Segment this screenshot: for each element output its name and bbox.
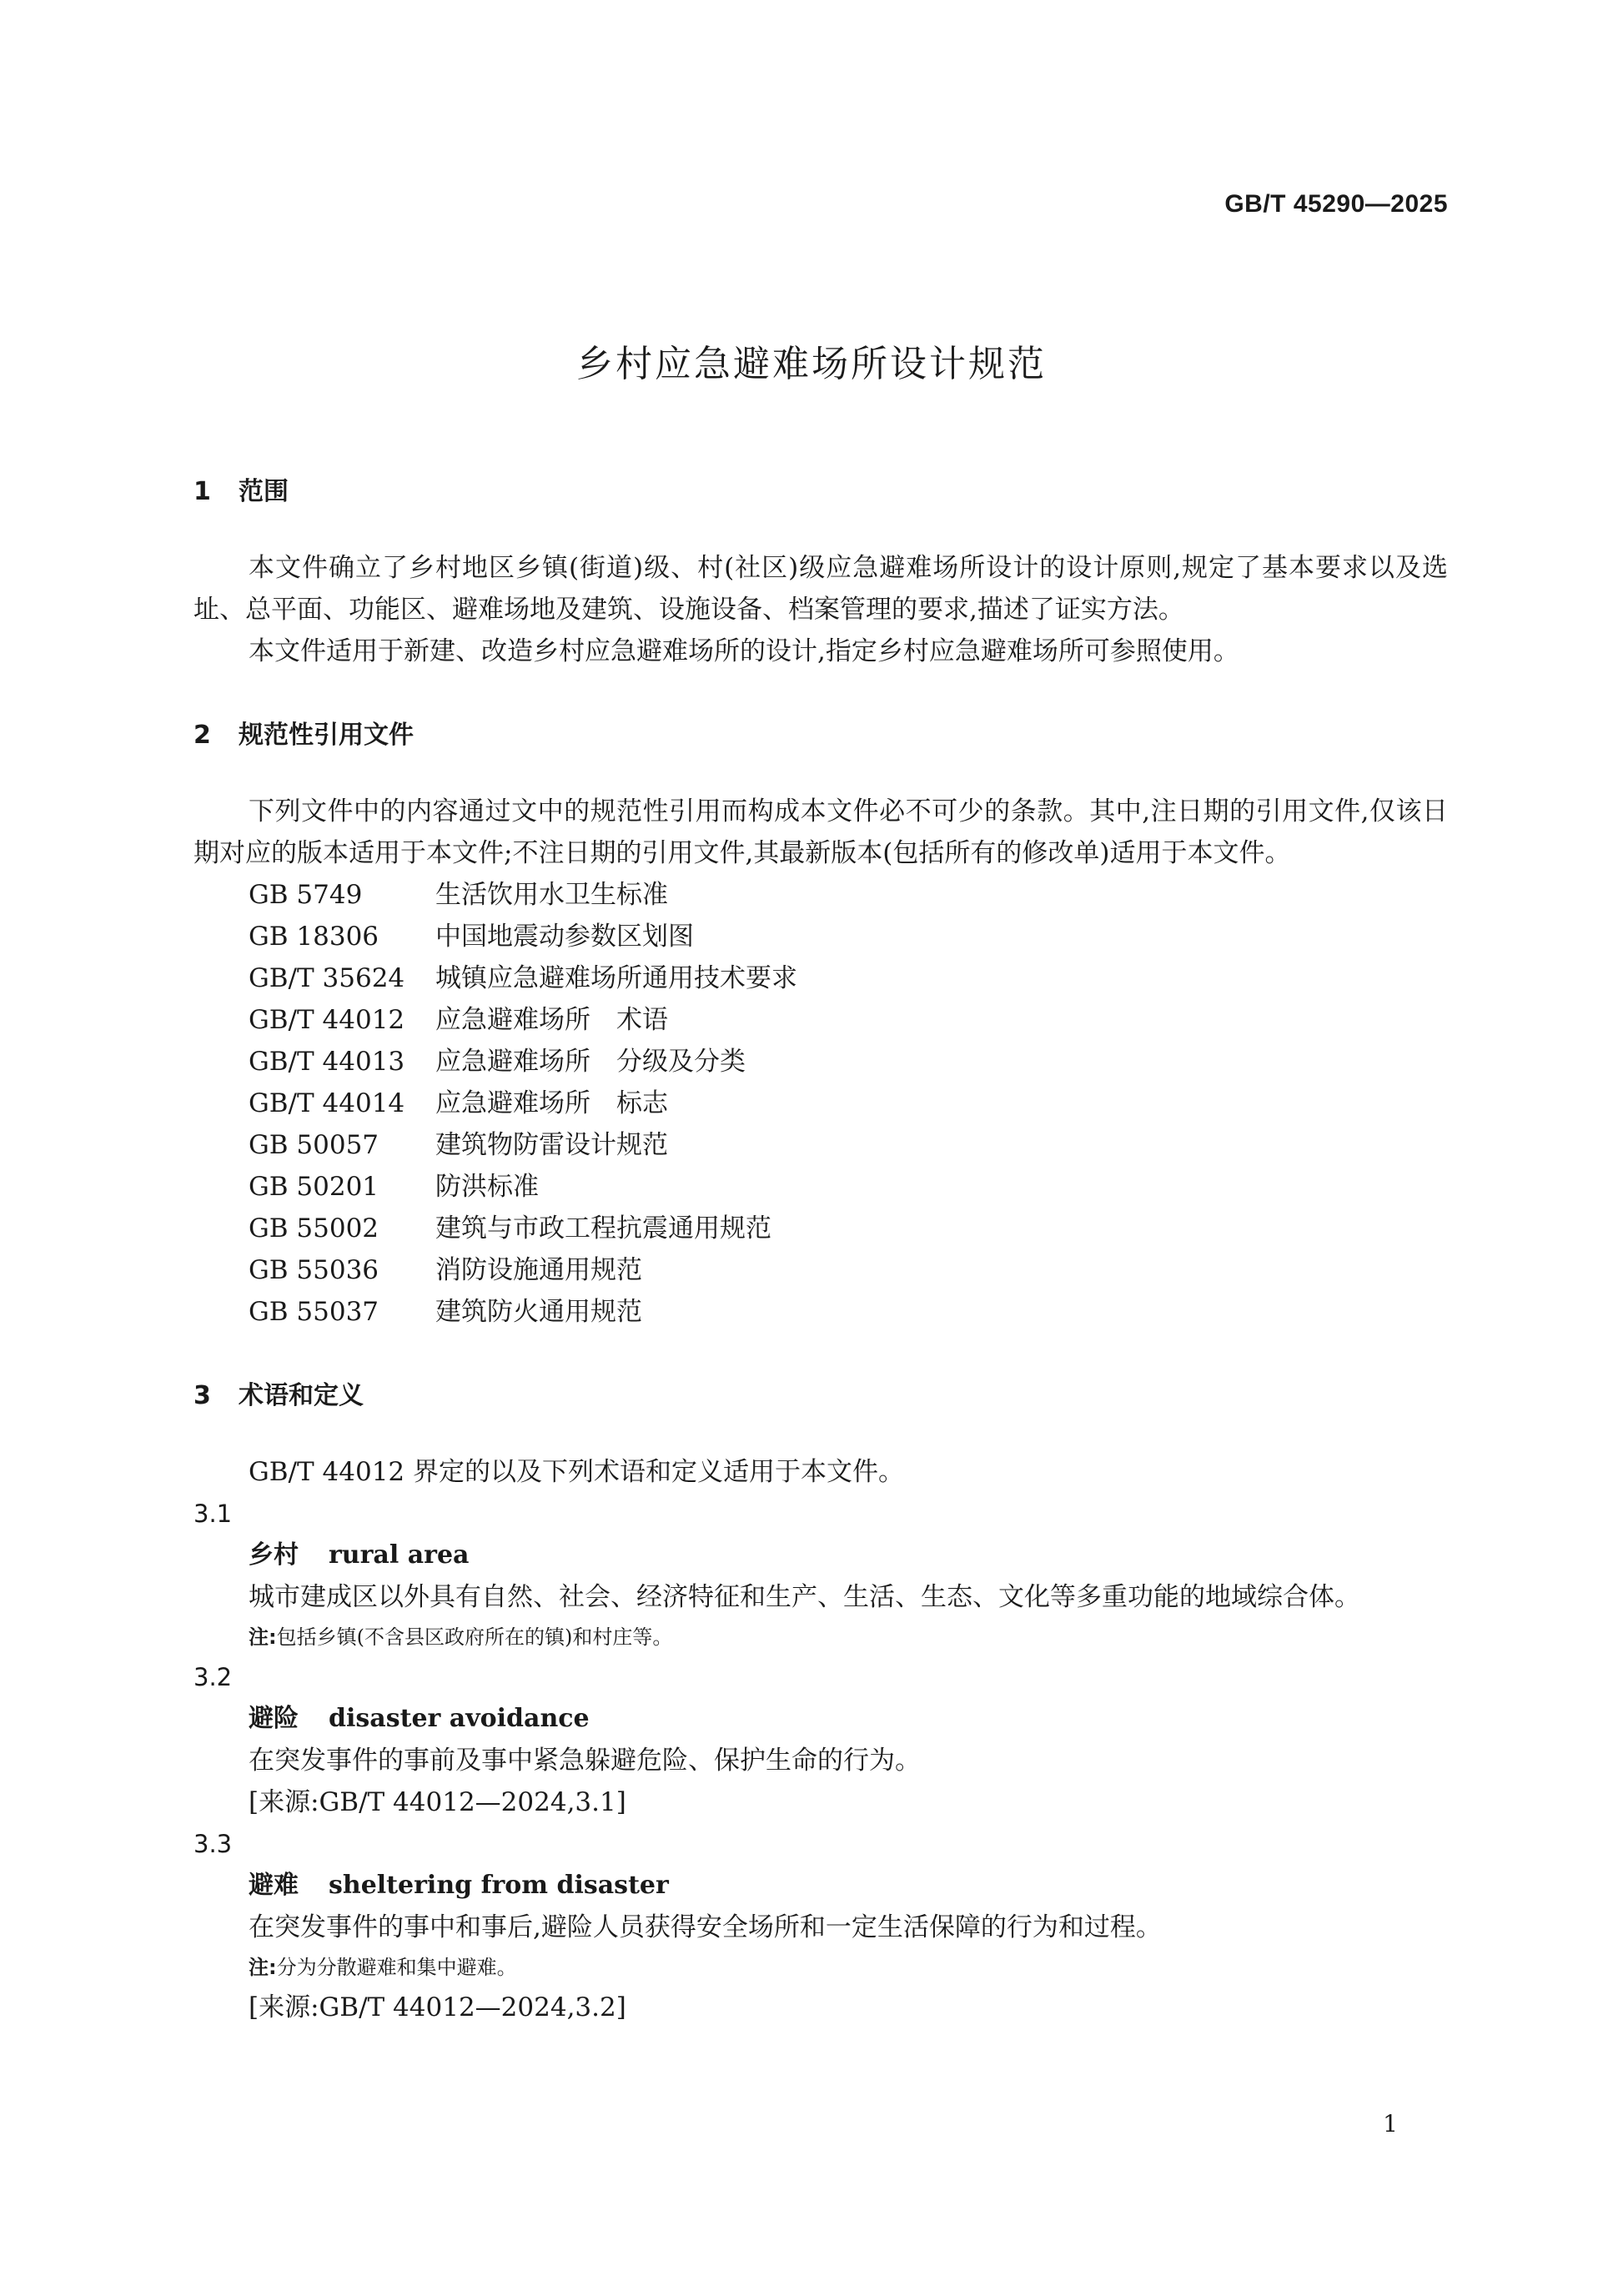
term-zh: 避难 <box>249 1871 299 1900</box>
reference-code: GB 55037 <box>249 1297 379 1327</box>
reference-name: 应急避难场所 术语 <box>435 1005 668 1035</box>
term-entry <box>193 1865 1448 1907</box>
paragraph: 本文件确立了乡村地区乡镇(街道)级、村(社区)级应急避难场所设计的设计原则,规定了基本要求以及选址、总平面、功能区、避难场地及建筑、设施设备、档案管理的要求,描述了证实方法。 <box>193 553 1448 625</box>
note-label: 注: <box>249 1956 277 1979</box>
reference-code: GB/T 44013 <box>249 1047 405 1077</box>
clause-number: 3.2 <box>193 1663 233 1691</box>
clause-number: 3.3 <box>193 1830 233 1858</box>
note-label: 注: <box>249 1625 277 1649</box>
reference-item <box>193 999 1448 1041</box>
reference-item <box>193 1291 1448 1333</box>
section-title: 范围 <box>239 477 289 506</box>
term-definition: 城市建成区以外具有自然、社会、经济特征和生产、生活、生态、文化等多重功能的地域综合体。 <box>249 1582 1360 1612</box>
reference-name: 生活饮用水卫生标准 <box>435 880 668 910</box>
reference-code: GB 55002 <box>249 1213 379 1243</box>
reference-code: GB/T 44014 <box>249 1088 405 1118</box>
reference-name: 防洪标准 <box>435 1172 539 1202</box>
reference-name: 消防设施通用规范 <box>435 1255 642 1285</box>
section-heading-scope <box>193 475 1448 509</box>
section-heading-terms <box>193 1379 1448 1413</box>
reference-code: GB 18306 <box>249 922 379 952</box>
paragraph: 本文件适用于新建、改造乡村应急避难场所的设计,指定乡村应急避难场所可参照使用。 <box>249 636 1239 666</box>
term-en: disaster avoidance <box>329 1704 590 1733</box>
note-text: 包括乡镇(不含县区政府所在的镇)和村庄等。 <box>276 1625 673 1649</box>
reference-name: 应急避难场所 标志 <box>435 1088 668 1118</box>
term-note <box>193 1618 1448 1656</box>
section-title: 术语和定义 <box>239 1381 364 1410</box>
section-number: 2 <box>193 721 211 750</box>
reference-name: 建筑与市政工程抗震通用规范 <box>435 1213 771 1243</box>
reference-name: 建筑物防雷设计规范 <box>435 1130 668 1160</box>
reference-item <box>193 1124 1448 1166</box>
reference-code: GB 55036 <box>249 1255 379 1285</box>
term-definition: 在突发事件的事中和事后,避险人员获得安全场所和一定生活保障的行为和过程。 <box>249 1912 1162 1942</box>
term-en: rural area <box>329 1540 470 1570</box>
paragraph: 下列文件中的内容通过文中的规范性引用而构成本文件必不可少的条款。其中,注日期的引用文件,仅该日期对应的版本适用于本文件;不注日期的引用文件,其最新版本(包括所有的修改单)适用于本文件。 <box>193 796 1449 868</box>
clause-number: 3.1 <box>193 1500 233 1528</box>
section-number: 3 <box>193 1381 211 1410</box>
document-title: 乡村应急避难场所设计规范 <box>576 343 1047 385</box>
reference-code: GB 50057 <box>249 1130 379 1160</box>
reference-name: 建筑防火通用规范 <box>435 1297 642 1327</box>
term-definition: 在突发事件的事前及事中紧急躲避危险、保护生命的行为。 <box>249 1746 921 1776</box>
term-entry <box>193 1535 1448 1576</box>
term-en: sheltering from disaster <box>329 1871 669 1900</box>
reference-item <box>193 1083 1448 1124</box>
term-zh: 乡村 <box>249 1540 299 1570</box>
term-entry <box>193 1698 1448 1740</box>
term-note <box>193 1948 1448 1987</box>
note-text: 分为分散避难和集中避难。 <box>276 1956 517 1979</box>
reference-item <box>193 1041 1448 1083</box>
reference-name: 城镇应急避难场所通用技术要求 <box>435 963 797 993</box>
standard-code: GB/T 45290—2025 <box>1224 190 1448 218</box>
reference-code: GB 50201 <box>249 1172 379 1202</box>
section-heading-references <box>193 719 1448 752</box>
reference-code: GB/T 44012 <box>249 1005 405 1035</box>
term-source: [来源:GB/T 44012—2024,3.2] <box>249 1992 626 2022</box>
reference-item <box>193 1249 1448 1291</box>
reference-item <box>193 957 1448 999</box>
reference-code: GB 5749 <box>249 880 363 910</box>
paragraph: GB/T 44012 界定的以及下列术语和定义适用于本文件。 <box>249 1457 904 1487</box>
term-zh: 避险 <box>249 1704 299 1733</box>
reference-name: 中国地震动参数区划图 <box>435 922 694 952</box>
reference-item <box>193 1166 1448 1208</box>
reference-item <box>193 1208 1448 1249</box>
section-title: 规范性引用文件 <box>239 721 414 750</box>
reference-item <box>193 916 1448 957</box>
page-number: 1 <box>1383 2110 1398 2138</box>
reference-item <box>193 874 1448 916</box>
section-number: 1 <box>193 477 211 506</box>
term-source: [来源:GB/T 44012—2024,3.1] <box>249 1787 626 1817</box>
reference-code: GB/T 35624 <box>249 963 405 993</box>
document-body <box>193 475 1448 2028</box>
reference-name: 应急避难场所 分级及分类 <box>435 1047 746 1077</box>
